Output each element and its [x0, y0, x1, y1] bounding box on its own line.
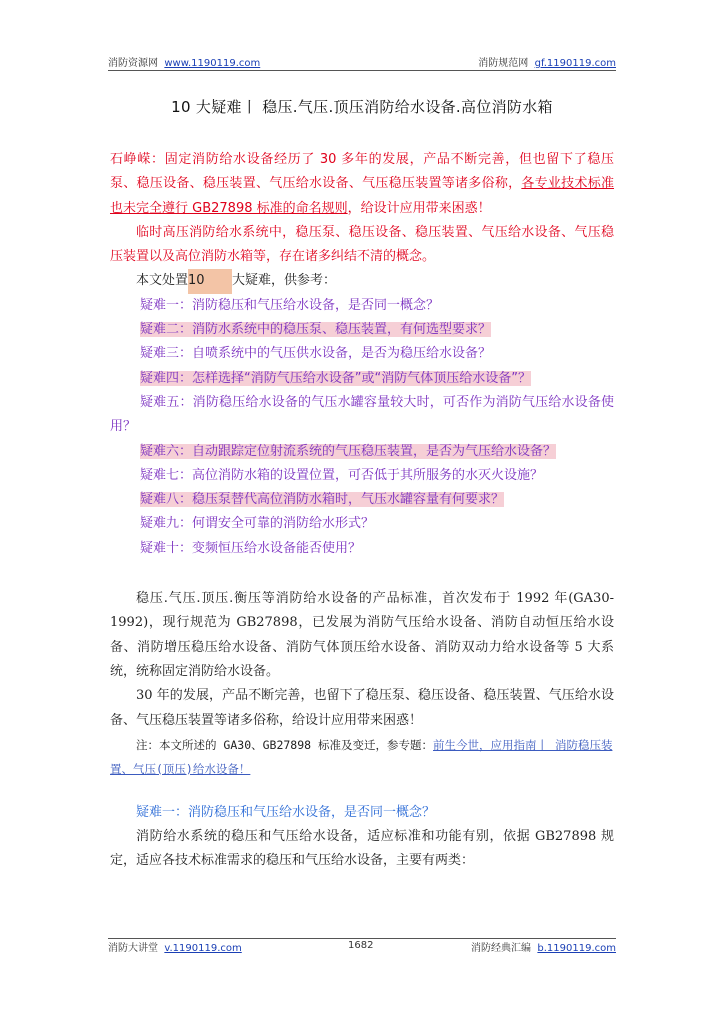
question-item-10	[110, 537, 614, 561]
question-item-9	[110, 512, 614, 536]
note-prefix: 注：本文所述的 GA30、GB27898 标准及变迁，参专题：	[136, 737, 434, 752]
question-text: 疑难八：稳压泵替代高位消防水箱时，气压水罐容量有何要求？	[140, 492, 505, 508]
intro-paragraph-2: 临时高压消防给水系统中，稳压泵、稳压设备、稳压装置、气压给水设备、气压稳压装置以及高位消防水箱等，存在诸多纠结不清的概念。	[110, 224, 614, 265]
intro-red-paragraph	[110, 148, 614, 221]
question-item-8	[110, 488, 614, 512]
intro-red-suffix: ，给设计应用带来困惑！	[347, 200, 491, 216]
question-count-badge: 10	[188, 269, 232, 293]
page-header	[108, 54, 616, 71]
question-text: 疑难十：变频恒压给水设备能否使用？	[140, 540, 362, 556]
question-text: 疑难六：自动跟踪定位射流系统的气压稳压装置，是否为气压给水设备？	[140, 443, 557, 459]
header-left	[108, 54, 260, 69]
page-number: 1682	[348, 940, 374, 951]
question-list	[110, 294, 614, 561]
page-title: 10 大疑难丨 稳压.气压.顶压消防给水设备.高位消防水箱	[171, 98, 553, 116]
page-footer	[108, 938, 616, 956]
header-right-link[interactable]: gf.1190119.com	[534, 58, 616, 69]
question-item-6	[110, 440, 614, 464]
intro-p3-before: 本文处置	[136, 273, 189, 289]
footer-left-label: 消防大讲堂	[108, 943, 158, 954]
intro-paragraph-3	[110, 269, 614, 293]
question-item-1	[110, 294, 614, 318]
header-left-link[interactable]: www.1190119.com	[164, 58, 261, 69]
question-item-3	[110, 342, 614, 366]
header-right	[478, 54, 616, 69]
intro-red-underlined: 各专业技术标准也未完全遵行 GB27898 标准的命名规则	[110, 176, 614, 216]
footer-right-label: 消防经典汇编	[471, 943, 532, 954]
note-paragraph	[110, 733, 614, 781]
note-reference-link[interactable]: 前生今世，应用指南丨 消防稳压装置、气压(顶压)给水设备！	[110, 737, 613, 776]
article-body	[110, 148, 614, 874]
question-text: 疑难五：消防稳压给水设备的气压水罐容量较大时，可否作为消防气压给水设备使用？	[110, 394, 614, 435]
question-text: 疑难二：消防水系统中的稳压泵、稳压装置，有何选型要求？	[140, 322, 492, 338]
section-heading: 疑难一：消防稳压和气压给水设备，是否同一概念？	[136, 804, 436, 820]
footer-right	[471, 939, 616, 954]
body-paragraph-3: 消防给水系统的稳压和气压给水设备，适应标准和功能有别，依据 GB27898 规定，适应各技术标准需求的稳压和气压给水设备，主要有两类：	[110, 829, 614, 869]
question-text: 疑难九：何谓安全可靠的消防给水形式？	[140, 516, 375, 532]
intro-red-prefix: 石峥嵘：固定消防给水设备经历了 30 多年的发展，产品不断完善，但也留下了稳压泵、稳压设备、稳压装置、气压给水设备、气压稳压装置等诸多俗称，	[110, 152, 614, 192]
body-paragraph-1: 稳压.气压.顶压.衡压等消防给水设备的产品标准，首次发布于 1992 年(GA30-1992)，现行规范为 GB27898，已发展为消防气压给水设备、消防自动恒压给水设备、消防增压稳压给水设备、消防气体顶压给水设备、消防双动力给水设备等 5 大系统，统称固定消防给水设备。	[110, 591, 614, 679]
question-item-5	[110, 391, 614, 440]
question-text: 疑难七：高位消防水箱的设置位置，可否低于其所服务的水灭火设施？	[140, 467, 544, 483]
footer-right-link[interactable]: b.1190119.com	[537, 943, 616, 954]
question-text: 疑难三：自喷系统中的气压供水设备，是否为稳压给水设备？	[140, 346, 492, 362]
question-text: 疑难四：怎样选择“消防气压给水设备”或“消防气体顶压给水设备”？	[140, 370, 531, 386]
question-text: 疑难一：消防稳压和气压给水设备，是否同一概念？	[140, 297, 440, 313]
footer-left-link[interactable]: v.1190119.com	[164, 943, 242, 954]
question-item-4	[110, 367, 614, 391]
intro-p3-after: 大疑难，供参考：	[232, 273, 337, 289]
question-item-2	[110, 318, 614, 342]
question-item-7	[110, 464, 614, 488]
header-left-label: 消防资源网	[108, 58, 158, 69]
header-right-label: 消防规范网	[478, 58, 529, 69]
body-paragraph-2: 30 年的发展，产品不断完善，也留下了稳压泵、稳压设备、稳压装置、气压给水设备、气压稳压装置等诸多俗称，给设计应用带来困惑！	[110, 688, 614, 728]
footer-left	[108, 939, 242, 954]
